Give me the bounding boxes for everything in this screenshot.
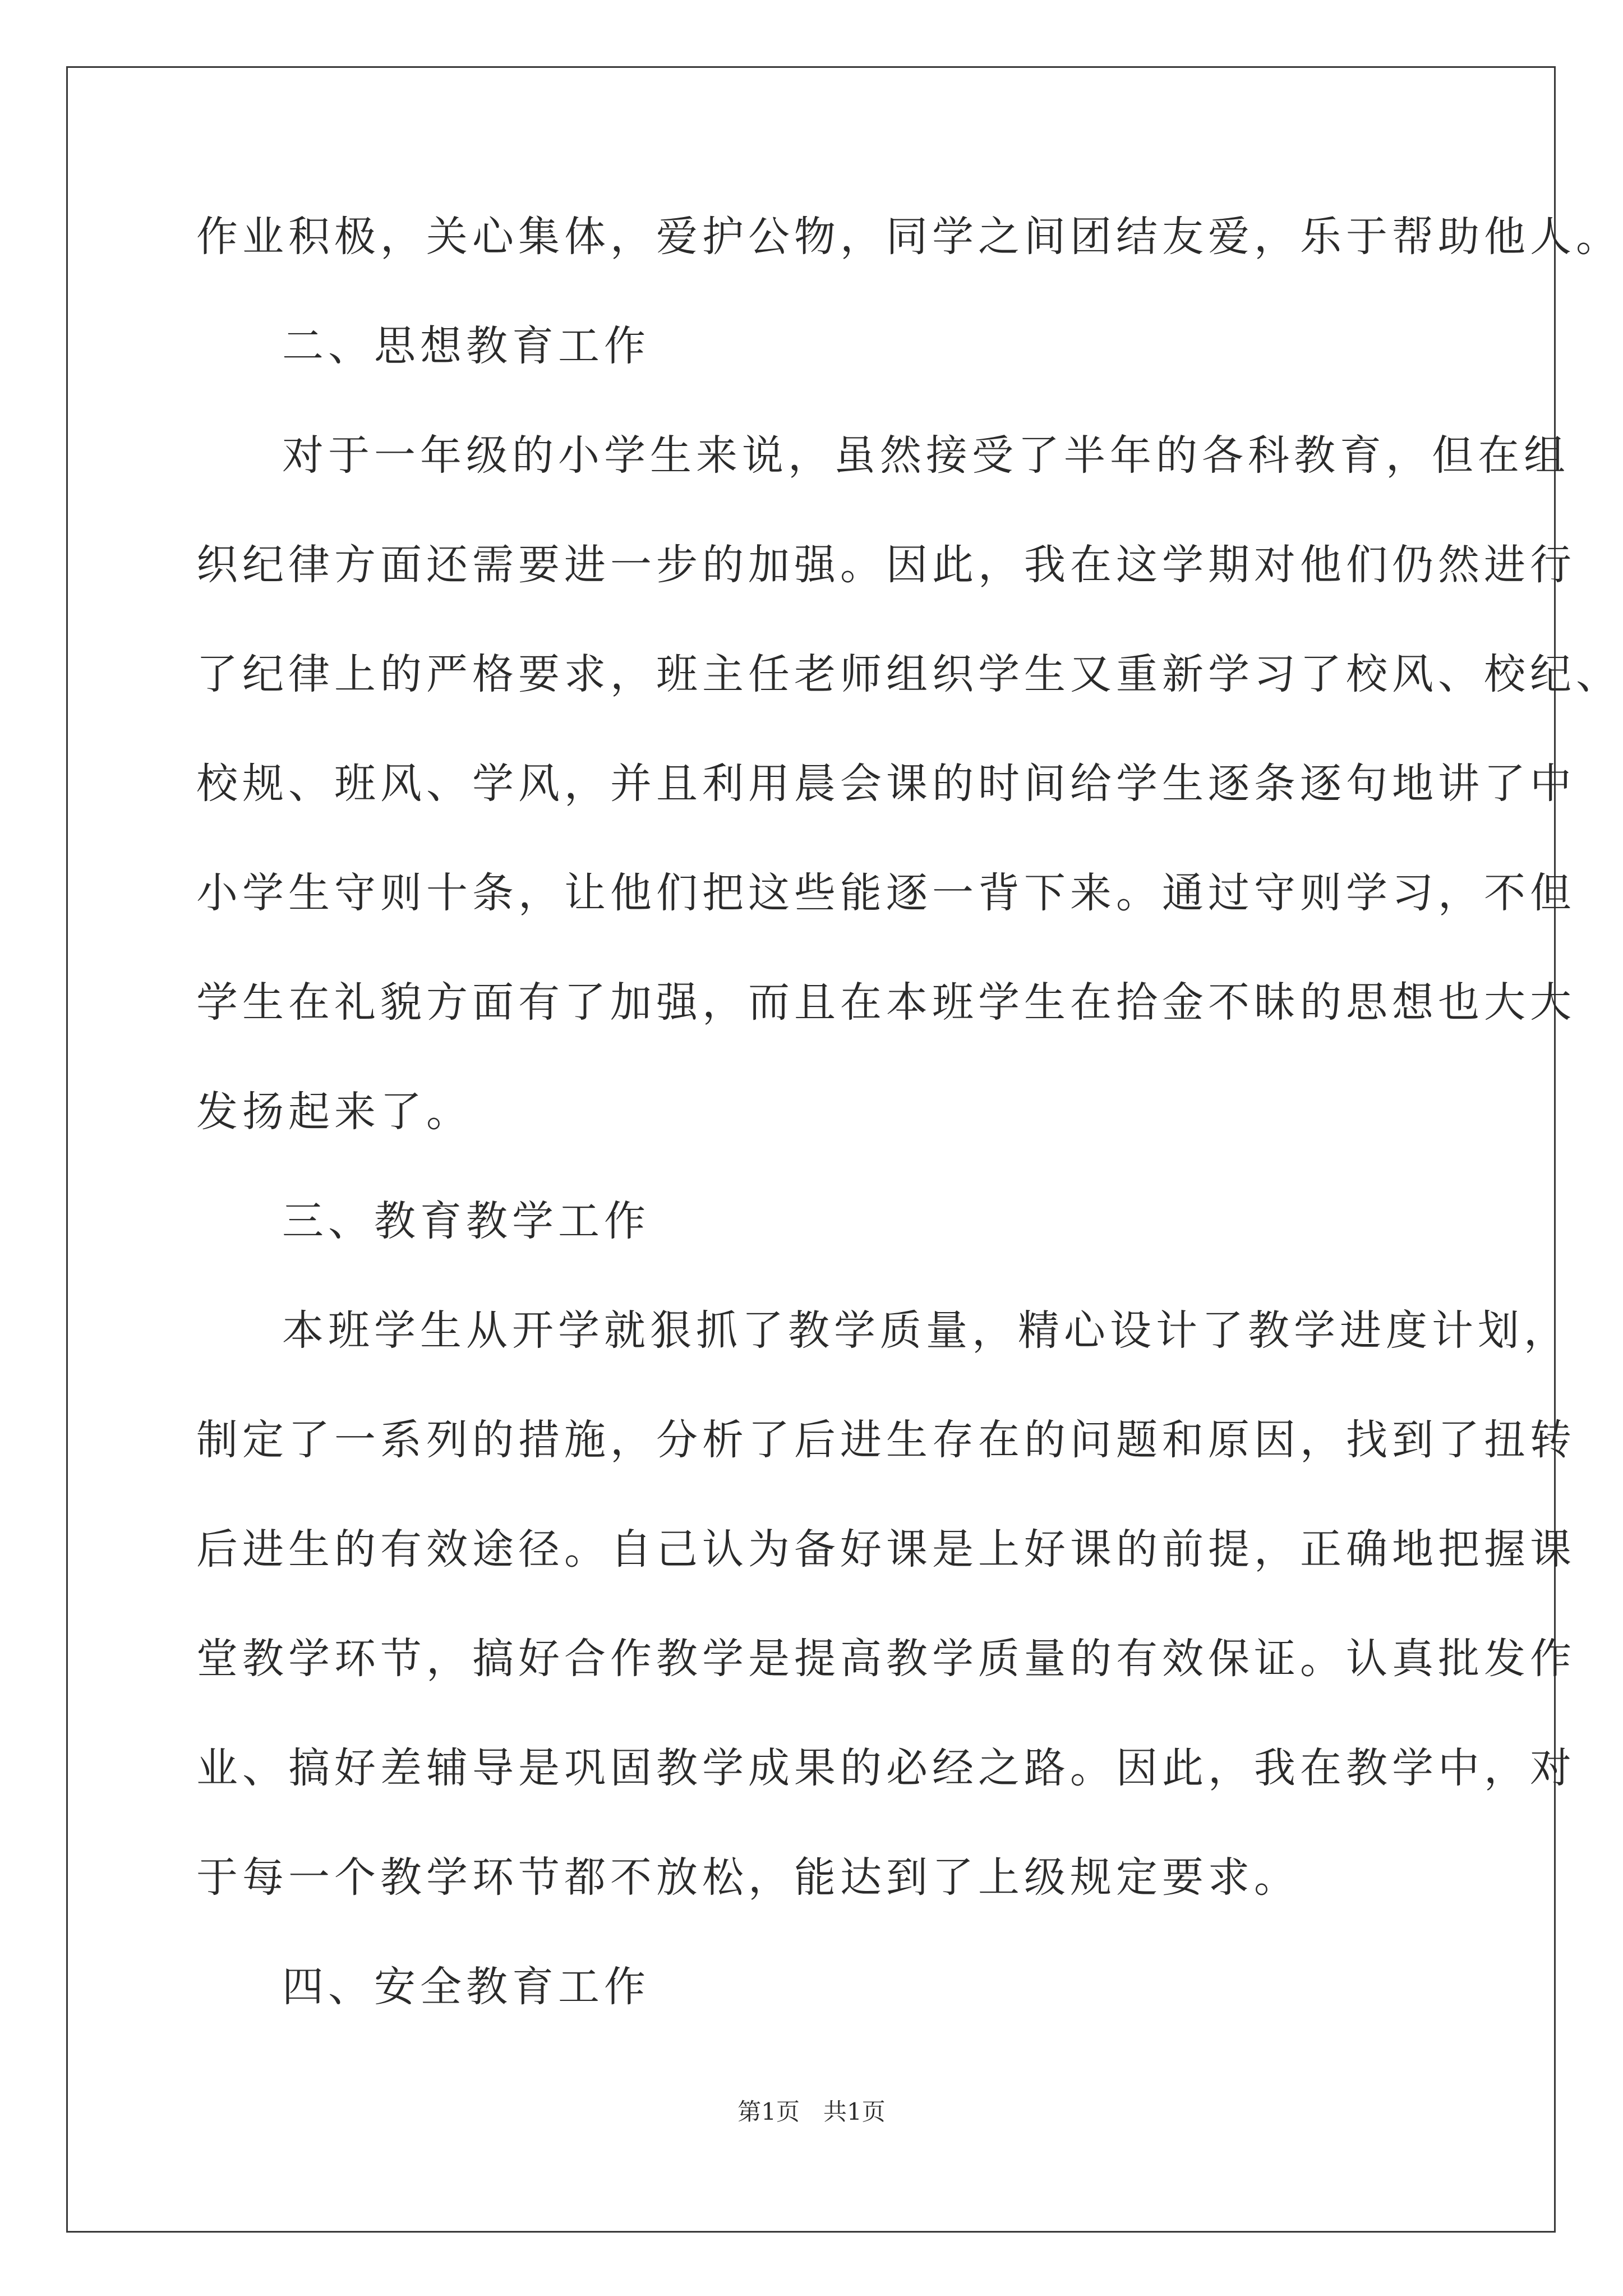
- text-line: 作业积极，关心集体，爱护公物，同学之间团结友爱，乐于帮助他人。: [196, 213, 1622, 261]
- page-number: 第1页 共1页: [737, 2098, 886, 2125]
- text-line: 校规、班风、学风，并且利用晨会课的时间给学生逐条逐句地讲了中: [196, 760, 1576, 808]
- text-line: 学生在礼貌方面有了加强，而且在本班学生在拾金不昧的思想也大大: [196, 978, 1576, 1027]
- paragraph-start: 对于一年级的小学生来说，虽然接受了半年的各科教育，但在组: [282, 431, 1570, 480]
- document-body: [196, 209, 1622, 2068]
- section-heading: 二、思想教育工作: [282, 322, 650, 370]
- text-line: 堂教学环节，搞好合作教学是提高教学质量的有效保证。认真批发作: [196, 1635, 1576, 1683]
- text-line: 小学生守则十条，让他们把这些能逐一背下来。通过守则学习，不但: [196, 869, 1576, 917]
- text-line: 于每一个教学环节都不放松，能达到了上级规定要求。: [196, 1853, 1300, 1902]
- section-heading: 四、安全教育工作: [282, 1963, 650, 2011]
- paragraph-start: 本班学生从开学就狠抓了教学质量，精心设计了教学进度计划，: [282, 1306, 1570, 1355]
- text-line: 织纪律方面还需要进一步的加强。因此，我在这学期对他们仍然进行: [196, 541, 1576, 589]
- text-line: 制定了一系列的措施，分析了后进生存在的问题和原因，找到了扭转: [196, 1416, 1576, 1464]
- text-line: 发扬起来了。: [196, 1088, 472, 1136]
- text-line: 后进生的有效途径。自己认为备好课是上好课的前提，正确地把握课: [196, 1525, 1576, 1573]
- section-heading: 三、教育教学工作: [282, 1197, 650, 1245]
- text-line: 了纪律上的严格要求，班主任老师组织学生又重新学习了校风、校纪、: [196, 650, 1622, 698]
- text-line: 业、搞好差辅导是巩固教学成果的必经之路。因此，我在教学中，对: [196, 1744, 1576, 1792]
